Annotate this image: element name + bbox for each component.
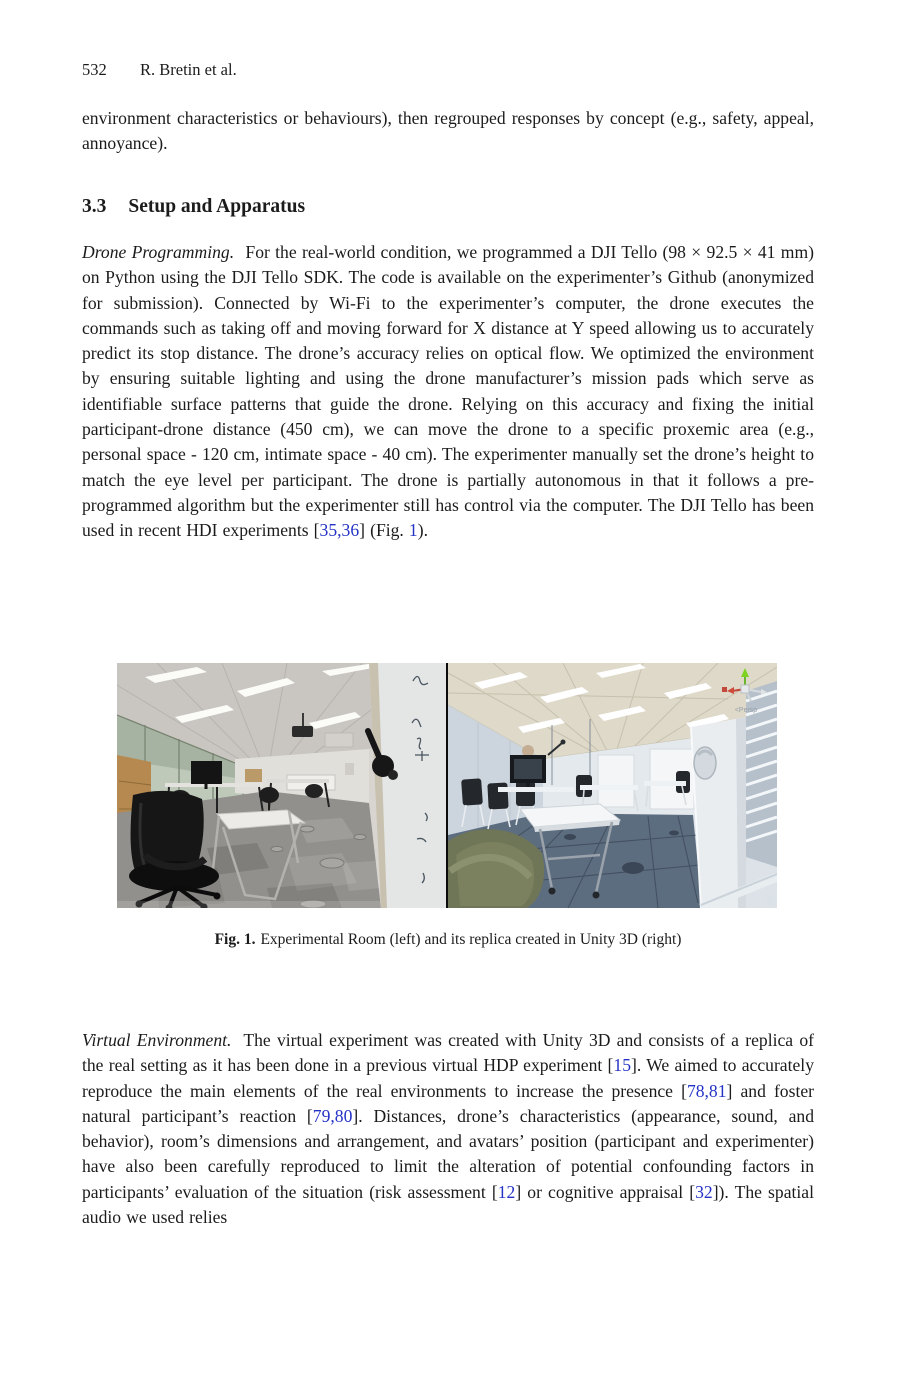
section-title: Setup and Apparatus (128, 196, 306, 217)
text-run: ]. We aimed to accurately reproduce the main elements of the real environments to increase the presence [ (82, 1055, 814, 1101)
text-run: ] or cognitive appraisal [ (515, 1181, 696, 1202)
figure-1 (117, 663, 777, 908)
experimental-room-photo (117, 663, 446, 908)
citation-link[interactable]: 15 (613, 1055, 632, 1076)
text-run: environment characteristics or behaviours), then regrouped responses by concept (e.g., safety, appeal, annoyance). (82, 108, 814, 154)
text-run: Virtual Environment. (82, 1030, 232, 1050)
page-number: 532 (82, 60, 107, 79)
text-run: The virtual experiment was created with Unity 3D and consists of a replica of the real setting as it has been done in a previous virtual HDP experiment [ (82, 1030, 814, 1076)
text-run: Drone Programming. (82, 242, 235, 262)
text-run: ]. Distances, drone’s characteristics (appearance, sound, and behavior), room’s dimensions and arrangement, and avatars’ position (participant and experimenter) have also been carefully reproduced to limit the alteration of potential confounding factors in participants’ evaluation of the situation (risk assessment [ (82, 1105, 814, 1202)
gizmo-perspective-label: <Persp (734, 707, 758, 714)
experimental-room-illustration (117, 663, 446, 908)
paragraph-virtual-environment (82, 1028, 814, 1230)
text-run: ]). The spatial audio we used relies (82, 1181, 814, 1228)
citation-link[interactable]: 79,80 (312, 1105, 353, 1126)
section-heading (82, 196, 814, 218)
pillar (691, 717, 746, 908)
citation-link[interactable]: 32 (695, 1181, 713, 1202)
running-header (82, 60, 814, 80)
running-authors: R. Bretin et al. (140, 60, 237, 79)
section-number: 3.3 (82, 196, 107, 217)
citation-link[interactable]: 1 (408, 520, 418, 541)
paragraph-drone-programming (82, 240, 814, 544)
citation-link[interactable]: 12 (497, 1181, 516, 1202)
text-run: ] and foster natural participant’s reaction [ (82, 1080, 815, 1126)
text-run: For the real-world condition, we programmed a DJI Tello (98 × 92.5 × 41 mm) on Python using the DJI Tello SDK. The code is available on the experimenter’s Github (anonymized for submission). Connected by Wi-Fi to the experimenter’s computer, the drone executes the commands such as taking off and moving forward for X distance at Y speed allowing us to accurately predict its stop distance. The drone’s accuracy relies on optical flow. We optimized the environment by ensuring suitable lighting and using the drone manufacturer’s mission pads which serve as identifiable surface patterns that guide the drone. Relying on this accuracy and fixing the initial participant-drone distance (450 cm), we can move the drone to a specific proxemic area (e.g., personal space - 120 cm, intimate space - 40 cm). The experimenter manually set the drone’s height to match the eye level per participant. The drone is partially autonomous in that it follows a pre-programmed algorithm but the experimenter still has control via the computer. The DJI Tello has been used in recent HDI experiments [ (82, 242, 815, 541)
unity-replica-illustration (448, 663, 777, 908)
citation-link[interactable]: 35,36 (319, 520, 360, 541)
unity-3d-replica (446, 663, 777, 908)
figure-caption-label: Fig. 1. (214, 931, 256, 948)
text-run: ] (Fig. (359, 520, 409, 541)
citation-link[interactable]: 78,81 (686, 1080, 727, 1101)
paragraph-intro (82, 106, 814, 157)
figure-caption (82, 931, 814, 949)
figure-caption-text: Experimental Room (left) and its replica created in Unity 3D (right) (260, 931, 682, 948)
text-run: ). (417, 520, 428, 541)
